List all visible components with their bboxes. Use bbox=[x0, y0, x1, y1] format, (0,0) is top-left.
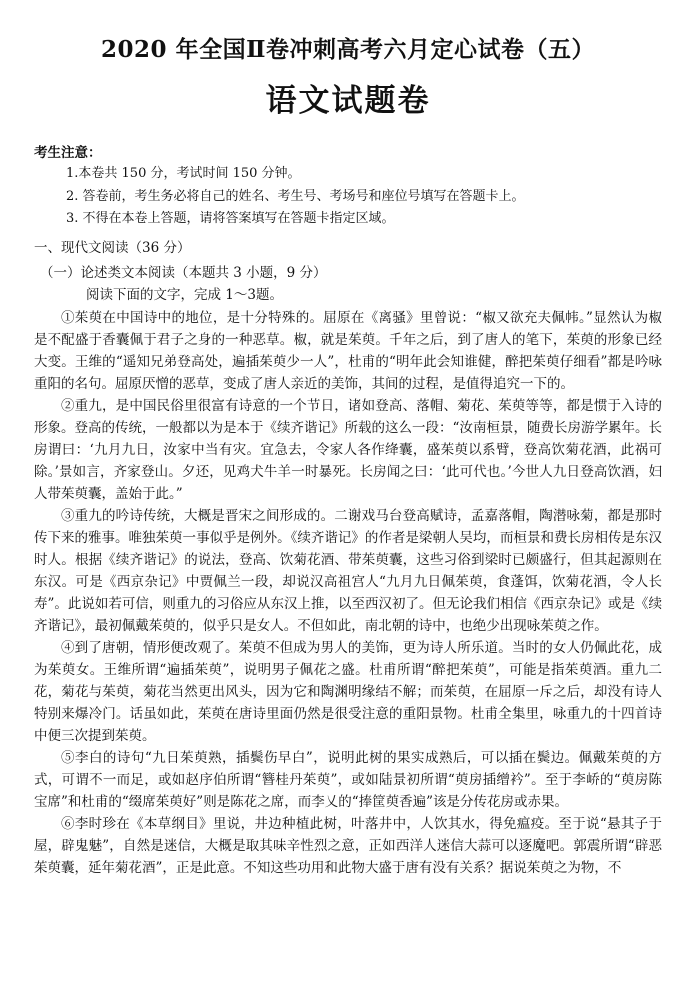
reading-passage bbox=[34, 307, 662, 879]
paragraph: ④到了唐朝，情形便改观了。茱萸不但成为男人的美饰，更为诗人所乐道。当时的女人仍佩此花，成为茱萸女。王维所谓“遍插茱萸”，说明男子佩花之盛。杜甫所谓“醉把茱萸”，可能是指茱萸酒。重九二花，菊花与茱萸，菊花当然更出风头，因为它和陶渊明缘结不解；而茱萸，在屈原一斥之后，却没有诗人特别来爆冷门。话虽如此，茱萸在唐诗里面仍然是很受注意的重阳景物。杜甫全集里，咏重九的十四首诗中便三次提到茱萸。 bbox=[34, 639, 662, 744]
paragraph: ⑥李时珍在《本草纲目》里说，井边种植此树，叶落井中，人饮其水，得免瘟疫。至于说“悬其子于屋，辟鬼魅”，自然是迷信，大概是取其味辛性烈之意，正如西洋人迷信大蒜可以逐魔吧。郭震所谓“辟恶茱萸囊，延年菊花酒”，正是此意。不知这些功用和此物大盛于唐有没有关系？据说茱萸之为物，不 bbox=[34, 815, 662, 876]
subsection-title: （一）论述类文本阅读（本题共 3 小题，9 分） bbox=[40, 264, 327, 281]
reading-instruction: 阅读下面的文字，完成 1～3题。 bbox=[86, 286, 283, 303]
paragraph: ③重九的吟诗传统，大概是晋宋之间形成的。二谢戏马台登高赋诗，孟嘉落帽，陶潜咏菊，都是那时传下来的雅事。唯独茱萸一事似乎是例外。《续齐谐记》的作者是梁朝人吴均，而桓景和费长房相传是东汉时人。根据《续齐谐记》的说法，登高、饮菊花酒、带茱萸囊，这些习俗到梁时已颇盛行，但其起源则在东汉。可是《西京杂记》中贾佩兰一段，却说汉高祖宫人“九月九日佩茱萸，食蓬饵，饮菊花酒，令人长寿”。此说如若可信，则重九的习俗应从东汉上推，以至西汉初了。但无论我们相信《西京杂记》或是《续齐谐记》，最初佩戴茱萸的，似乎只是女人。不但如此，南北朝的诗中，也绝少出现咏茱萸之作。 bbox=[34, 507, 662, 634]
paragraph: ①茱萸在中国诗中的地位，是十分特殊的。屈原在《离骚》里曾说：“椒又欲充夫佩帏。”显然认为椒是不配盛于香囊佩于君子之身的一种恶草。椒，就是茱萸。千年之后，到了唐人的笔下，茱萸的形象已经大变。王维的“遥知兄弟登高处，遍插茱萸少一人”，杜甫的“明年此会知谁健，醉把茱萸仔细看”都是吟咏重阳的名句。屈原厌憎的恶草，变成了唐人亲近的美饰，其间的过程，是值得追究一下的。 bbox=[34, 309, 662, 392]
paragraph: ②重九，是中国民俗里很富有诗意的一个节日，诸如登高、落帽、菊花、茱萸等等，都是惯于入诗的形象。登高的传统，一般都以为是本于《续齐谐记》所载的这么一段：“汝南桓景，随费长房游学累年。长房谓曰：‘九月九日，汝家中当有灾。宜急去，令家人各作绛囊，盛茱萸以系臂，登高饮菊花酒，此祸可除。’景如言，齐家登山。夕还，见鸡犬牛羊一时暴死。长房闻之曰：‘此可代也。’今世人九日登高饮酒，妇人带茱萸囊，盖始于此。” bbox=[34, 397, 662, 502]
exam-title: 2020 年全国Ⅱ卷冲刺高考六月定心试卷（五） bbox=[101, 36, 595, 63]
notice-item: 2. 答卷前，考生务必将自己的姓名、考生号、考场号和座位号填写在答题卡上。 bbox=[66, 188, 525, 204]
exam-subtitle: 语文试题卷 bbox=[265, 83, 431, 119]
paragraph: ⑤李白的诗句“九日茱萸熟，插鬓伤早白”，说明此树的果实成熟后，可以插在鬓边。佩戴茱萸的方式，可谓不一而足，或如赵序伯所谓“簪桂丹茱萸”，或如陆景初所谓“萸房插缯衿”。至于李峤的“萸房陈宝席”和杜甫的“缀席茱萸好”则是陈花之席，而李乂的“捧筐萸香遍”该是分传花房或赤果。 bbox=[34, 749, 662, 810]
notice-item: 3. 不得在本卷上答题，请将答案填写在答题卡指定区域。 bbox=[66, 211, 395, 226]
notice-item: 1.本卷共 150 分，考试时间 150 分钟。 bbox=[66, 166, 301, 181]
notice-heading: 考生注意： bbox=[34, 145, 102, 161]
notice-list bbox=[34, 163, 662, 231]
section-title: 一、现代文阅读（36 分） bbox=[34, 239, 191, 256]
